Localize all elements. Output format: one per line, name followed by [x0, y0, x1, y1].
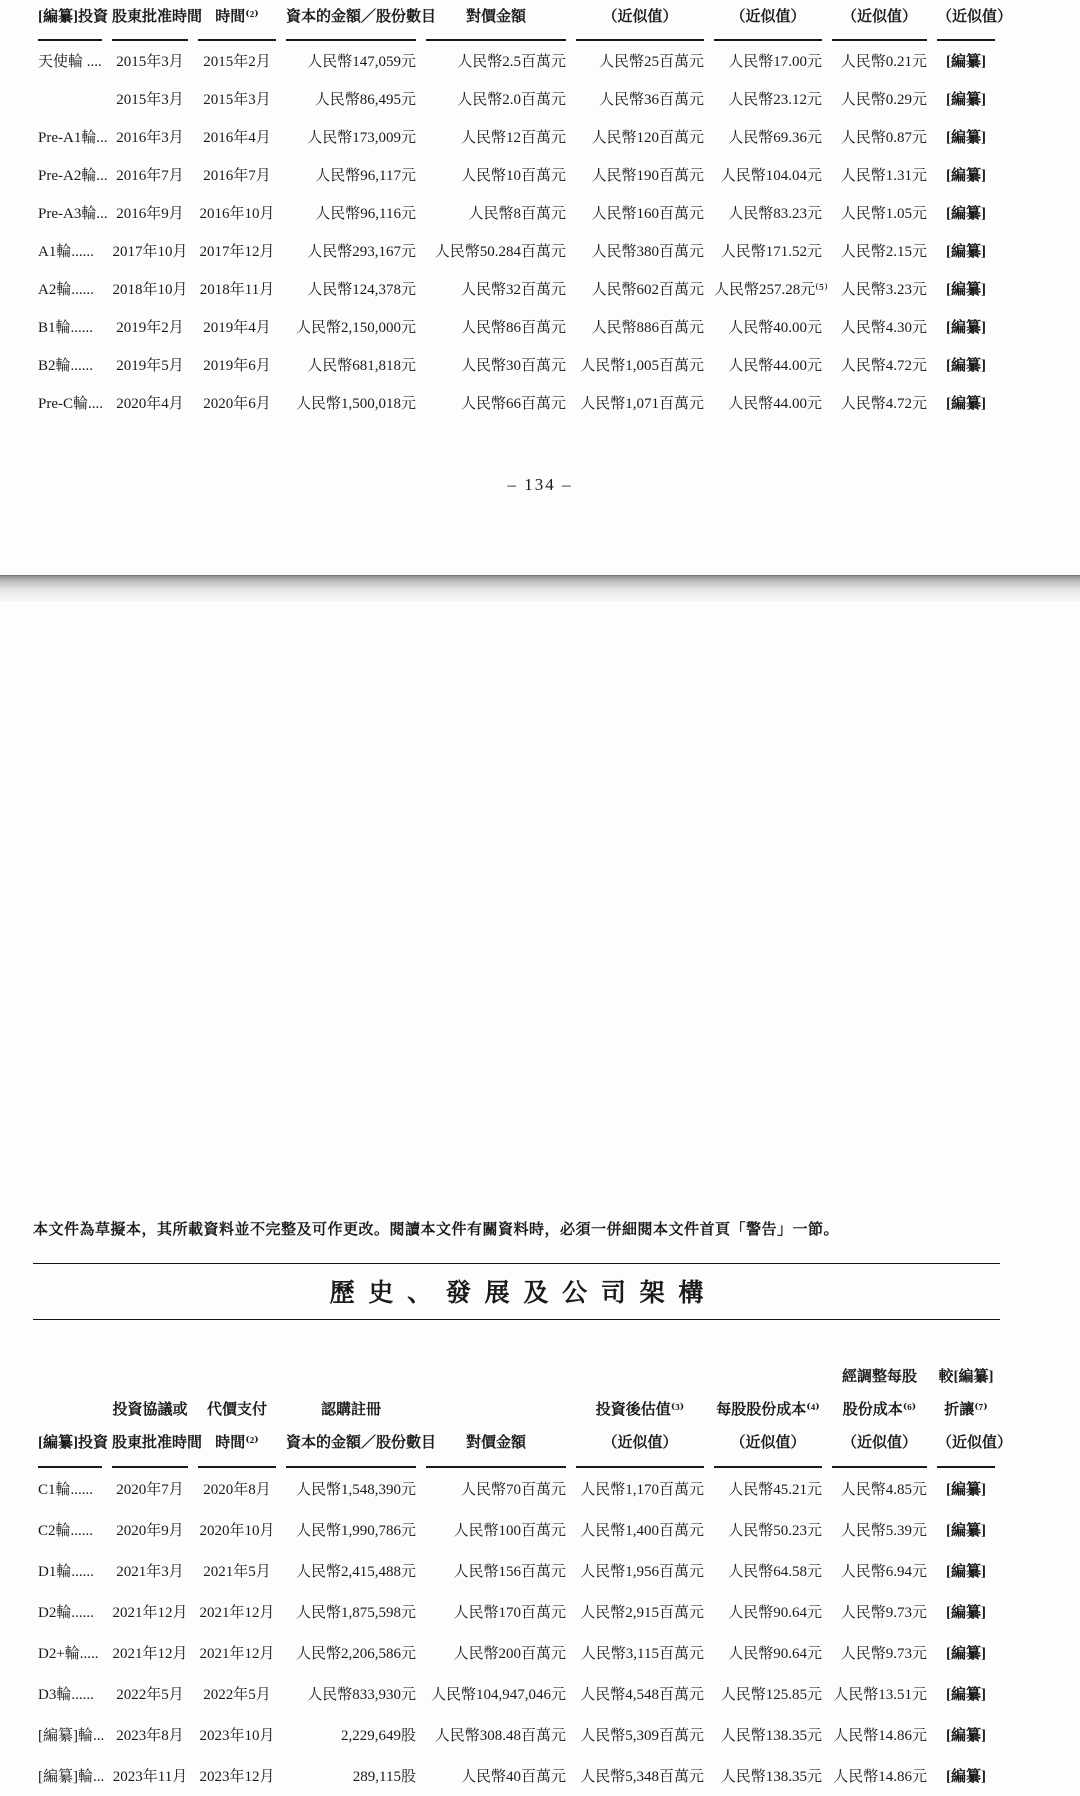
redacted-cell: [編纂]: [946, 1605, 986, 1621]
col-header-round: [編纂]投資: [38, 1361, 102, 1468]
post-valuation-cell: 人民幣1,400百萬元: [580, 1523, 704, 1539]
consideration-cell: 人民幣8百萬元: [468, 205, 566, 222]
col-header-approval-time: 股東批准時間: [112, 2, 188, 41]
approval-time-cell: 2015年3月: [116, 53, 184, 70]
cost-per-share-cell: 人民幣125.85元: [720, 1687, 822, 1703]
adjusted-cost-cell: 人民幣13.51元: [833, 1687, 927, 1703]
payment-time-cell: 2020年10月: [199, 1523, 275, 1539]
post-valuation-cell: 人民幣1,956百萬元: [580, 1564, 704, 1580]
round-label-cell: A2輪......: [38, 281, 94, 298]
section-title-block: [33, 1263, 1000, 1320]
col-header-payment-time: 代價支付 時間⁽²⁾: [198, 1361, 276, 1468]
post-valuation-cell: 人民幣380百萬元: [591, 243, 704, 260]
approval-time-cell: 2021年12月: [112, 1605, 188, 1621]
consideration-cell: 人民幣12百萬元: [460, 129, 566, 146]
redacted-cell: [編纂]: [946, 1728, 986, 1744]
col-header-consideration: 對價金額: [426, 1361, 566, 1468]
post-valuation-cell: 人民幣3,115百萬元: [580, 1646, 704, 1662]
consideration-cell: 人民幣2.0百萬元: [457, 91, 566, 108]
approval-time-cell: 2019年5月: [116, 357, 184, 374]
adjusted-cost-cell: 人民幣0.21元: [840, 53, 927, 70]
payment-time-cell: 2015年2月: [203, 53, 271, 70]
round-label-cell: D2+輪.....: [38, 1646, 99, 1662]
cost-per-share-cell: 人民幣23.12元: [728, 91, 822, 108]
consideration-cell: 人民幣200百萬元: [453, 1646, 566, 1662]
consideration-cell: 人民幣308.48百萬元: [434, 1728, 566, 1744]
approval-time-cell: 2016年9月: [116, 205, 184, 222]
post-valuation-cell: 人民幣190百萬元: [591, 167, 704, 184]
table-row: [33, 117, 1000, 155]
capital-shares-cell: 人民幣833,930元: [307, 1687, 416, 1703]
cost-per-share-cell: 人民幣17.00元: [728, 53, 822, 70]
table-row: [33, 155, 1000, 193]
approval-time-cell: 2018年10月: [112, 281, 188, 298]
table-row: [33, 1591, 1000, 1632]
redacted-cell: [編纂]: [946, 205, 986, 222]
consideration-cell: 人民幣100百萬元: [453, 1523, 566, 1539]
table1-header: [33, 2, 1013, 41]
round-label-cell: 天使輪 ....: [38, 53, 102, 70]
table-row: [33, 345, 1000, 383]
cost-per-share-cell: 人民幣257.28元⁽⁵⁾: [714, 281, 828, 298]
round-label-cell: [編纂]輪...: [38, 1769, 105, 1785]
redacted-cell: [編纂]: [946, 53, 986, 70]
payment-time-cell: 2016年4月: [203, 129, 271, 146]
consideration-cell: 人民幣40百萬元: [460, 1769, 566, 1785]
payment-time-cell: 2021年12月: [199, 1646, 275, 1662]
cost-per-share-cell: 人民幣69.36元: [728, 129, 822, 146]
col-header-adjusted-cost-approx: （近似值）: [832, 2, 927, 41]
page-134: [0, 0, 1080, 575]
round-label-cell: D1輪......: [38, 1564, 94, 1580]
capital-shares-cell: 2,229,649股: [340, 1728, 416, 1744]
payment-time-cell: 2017年12月: [199, 243, 275, 260]
table2-body: [33, 1468, 1000, 1796]
col-header-capital-shares: 資本的金額／股份數目: [286, 2, 416, 41]
approval-time-cell: 2022年5月: [116, 1687, 184, 1703]
post-valuation-cell: 人民幣1,170百萬元: [580, 1482, 704, 1498]
redacted-cell: [編纂]: [946, 395, 986, 412]
round-label-cell: [編纂]輪...: [38, 1728, 105, 1744]
approval-time-cell: 2020年7月: [116, 1482, 184, 1498]
post-valuation-cell: 人民幣5,348百萬元: [580, 1769, 704, 1785]
draft-warning-text: 本文件為草擬本，其所載資料並不完整及可作更改。閱讀本文件有關資料時，必須一併細閱本文件首頁「警告」一節。: [33, 1222, 840, 1238]
payment-time-cell: 2020年8月: [203, 1482, 271, 1498]
post-valuation-cell: 人民幣36百萬元: [598, 91, 704, 108]
cost-per-share-cell: 人民幣44.00元: [728, 357, 822, 374]
post-valuation-cell: 人民幣2,915百萬元: [580, 1605, 704, 1621]
consideration-cell: 人民幣104,947,046元: [430, 1687, 566, 1703]
redacted-cell: [編纂]: [946, 129, 986, 146]
col-header-cost-per-share-approx: （近似值）: [714, 2, 822, 41]
capital-shares-cell: 人民幣2,150,000元: [295, 319, 416, 336]
capital-shares-cell: 人民幣1,500,018元: [295, 395, 416, 412]
capital-shares-cell: 人民幣681,818元: [307, 357, 416, 374]
cost-per-share-cell: 人民幣83.23元: [728, 205, 822, 222]
payment-time-cell: 2020年6月: [203, 395, 271, 412]
post-valuation-cell: 人民幣602百萬元: [591, 281, 704, 298]
redacted-cell: [編纂]: [946, 357, 986, 374]
table-row: [33, 1468, 1000, 1509]
adjusted-cost-cell: 人民幣1.31元: [840, 167, 927, 184]
round-label-cell: C1輪......: [38, 1482, 94, 1498]
col-header-discount-approx: （近似值）: [937, 2, 995, 41]
post-valuation-cell: 人民幣1,005百萬元: [580, 357, 704, 374]
page-135: [0, 601, 1080, 1785]
cost-per-share-cell: 人民幣44.00元: [728, 395, 822, 412]
round-label-cell: Pre-C輪....: [38, 395, 103, 412]
payment-time-cell: 2023年10月: [199, 1728, 275, 1744]
table1-body: [33, 41, 1000, 421]
col-header-consideration: 對價金額: [426, 2, 566, 41]
adjusted-cost-cell: 人民幣2.15元: [840, 243, 927, 260]
cost-per-share-cell: 人民幣138.35元: [720, 1728, 822, 1744]
capital-shares-cell: 人民幣2,415,488元: [295, 1564, 416, 1580]
adjusted-cost-cell: 人民幣14.86元: [833, 1769, 927, 1785]
approval-time-cell: 2020年9月: [116, 1523, 184, 1539]
approval-time-cell: 2021年3月: [116, 1564, 184, 1580]
col-header-discount: 較[編纂] 折讓⁽⁷⁾ （近似值）: [937, 1361, 995, 1468]
col-header-post-valuation: 投資後估值⁽³⁾ （近似值）: [576, 1361, 704, 1468]
payment-time-cell: 2015年3月: [203, 91, 271, 108]
capital-shares-cell: 人民幣2,206,586元: [295, 1646, 416, 1662]
round-label-cell: A1輪......: [38, 243, 94, 260]
round-label-cell: D2輪......: [38, 1605, 94, 1621]
redacted-cell: [編纂]: [946, 1646, 986, 1662]
adjusted-cost-cell: 人民幣0.87元: [840, 129, 927, 146]
round-label-cell: Pre-A3輪...: [38, 205, 108, 222]
capital-shares-cell: 人民幣96,116元: [315, 205, 416, 222]
cost-per-share-cell: 人民幣50.23元: [728, 1523, 822, 1539]
table1-header-row: [33, 2, 1000, 41]
payment-time-cell: 2021年12月: [199, 1605, 275, 1621]
table-row: [33, 269, 1000, 307]
col-header-capital-shares: 認購註冊 資本的金額／股份數目: [286, 1361, 416, 1468]
round-label-cell: C2輪......: [38, 1523, 94, 1539]
approval-time-cell: 2016年3月: [116, 129, 184, 146]
approval-time-cell: 2020年4月: [116, 395, 184, 412]
payment-time-cell: 2018年11月: [199, 281, 275, 298]
capital-shares-cell: 289,115股: [352, 1769, 416, 1785]
payment-time-cell: 2023年12月: [199, 1769, 275, 1785]
cost-per-share-cell: 人民幣90.64元: [728, 1646, 822, 1662]
col-header-cost-per-share: 每股股份成本⁽⁴⁾ （近似值）: [714, 1361, 822, 1468]
cost-per-share-cell: 人民幣40.00元: [728, 319, 822, 336]
consideration-cell: 人民幣86百萬元: [460, 319, 566, 336]
investment-rounds-table-1: [33, 2, 1013, 421]
redacted-cell: [編纂]: [946, 91, 986, 108]
payment-time-cell: 2022年5月: [203, 1687, 271, 1703]
table-row: [33, 307, 1000, 345]
redacted-cell: [編纂]: [946, 243, 986, 260]
page-break-divider: [0, 575, 1080, 601]
col-header-payment-time: 時間⁽²⁾: [198, 2, 276, 41]
cost-per-share-cell: 人民幣138.35元: [720, 1769, 822, 1785]
capital-shares-cell: 人民幣293,167元: [307, 243, 416, 260]
col-header-round: [編纂]投資: [38, 2, 102, 41]
adjusted-cost-cell: 人民幣9.73元: [840, 1646, 927, 1662]
post-valuation-cell: 人民幣160百萬元: [591, 205, 704, 222]
round-label-cell: B2輪......: [38, 357, 94, 374]
capital-shares-cell: 人民幣1,548,390元: [295, 1482, 416, 1498]
consideration-cell: 人民幣66百萬元: [460, 395, 566, 412]
capital-shares-cell: 人民幣124,378元: [307, 281, 416, 298]
table-row: [33, 231, 1000, 269]
round-label-cell: B1輪......: [38, 319, 94, 336]
consideration-cell: 人民幣10百萬元: [460, 167, 566, 184]
payment-time-cell: 2016年10月: [199, 205, 275, 222]
post-valuation-cell: 人民幣5,309百萬元: [580, 1728, 704, 1744]
capital-shares-cell: 人民幣86,495元: [314, 91, 416, 108]
table-row: [33, 1550, 1000, 1591]
approval-time-cell: 2015年3月: [116, 91, 184, 108]
table-row: [33, 1632, 1000, 1673]
approval-time-cell: 2019年2月: [116, 319, 184, 336]
adjusted-cost-cell: 人民幣1.05元: [840, 205, 927, 222]
adjusted-cost-cell: 人民幣4.85元: [840, 1482, 927, 1498]
approval-time-cell: 2016年7月: [116, 167, 184, 184]
col-header-adjusted-cost: 經調整每股 股份成本⁽⁶⁾ （近似值）: [832, 1361, 927, 1468]
adjusted-cost-cell: 人民幣4.72元: [840, 357, 927, 374]
consideration-cell: 人民幣170百萬元: [453, 1605, 566, 1621]
post-valuation-cell: 人民幣120百萬元: [591, 129, 704, 146]
post-valuation-cell: 人民幣25百萬元: [598, 53, 704, 70]
page-number: – 134 –: [507, 475, 573, 494]
redacted-cell: [編纂]: [946, 319, 986, 336]
approval-time-cell: 2021年12月: [112, 1646, 188, 1662]
round-label-cell: D3輪......: [38, 1687, 94, 1703]
post-valuation-cell: 人民幣4,548百萬元: [580, 1687, 704, 1703]
table-row: [33, 1714, 1000, 1755]
investment-rounds-table-2: [33, 1361, 1013, 1796]
adjusted-cost-cell: 人民幣0.29元: [840, 91, 927, 108]
payment-time-cell: 2019年4月: [203, 319, 271, 336]
capital-shares-cell: 人民幣1,990,786元: [295, 1523, 416, 1539]
redacted-cell: [編纂]: [946, 1769, 986, 1785]
table2-header: [33, 1361, 1013, 1468]
table-row: [33, 41, 1000, 79]
col-header-post-valuation-approx: （近似值）: [576, 2, 704, 41]
approval-time-cell: 2017年10月: [112, 243, 188, 260]
post-valuation-cell: 人民幣1,071百萬元: [580, 395, 704, 412]
approval-time-cell: 2023年8月: [116, 1728, 184, 1744]
cost-per-share-cell: 人民幣104.04元: [720, 167, 822, 184]
consideration-cell: 人民幣50.284百萬元: [434, 243, 566, 260]
cost-per-share-cell: 人民幣90.64元: [728, 1605, 822, 1621]
consideration-cell: 人民幣70百萬元: [460, 1482, 566, 1498]
post-valuation-cell: 人民幣886百萬元: [591, 319, 704, 336]
capital-shares-cell: 人民幣173,009元: [307, 129, 416, 146]
capital-shares-cell: 人民幣1,875,598元: [295, 1605, 416, 1621]
redacted-cell: [編纂]: [946, 281, 986, 298]
redacted-cell: [編纂]: [946, 1482, 986, 1498]
table-row: [33, 79, 1000, 117]
redacted-cell: [編纂]: [946, 1687, 986, 1703]
adjusted-cost-cell: 人民幣4.30元: [840, 319, 927, 336]
cost-per-share-cell: 人民幣171.52元: [720, 243, 822, 260]
cost-per-share-cell: 人民幣64.58元: [728, 1564, 822, 1580]
adjusted-cost-cell: 人民幣3.23元: [840, 281, 927, 298]
approval-time-cell: 2023年11月: [112, 1769, 188, 1785]
payment-time-cell: 2021年5月: [203, 1564, 271, 1580]
redacted-cell: [編纂]: [946, 1564, 986, 1580]
consideration-cell: 人民幣30百萬元: [460, 357, 566, 374]
redacted-cell: [編纂]: [946, 1523, 986, 1539]
table-row: [33, 1673, 1000, 1714]
table-row: [33, 193, 1000, 231]
adjusted-cost-cell: 人民幣14.86元: [833, 1728, 927, 1744]
round-label-cell: Pre-A1輪...: [38, 129, 108, 146]
consideration-cell: 人民幣2.5百萬元: [457, 53, 566, 70]
table-row: [33, 383, 1000, 421]
payment-time-cell: 2019年6月: [203, 357, 271, 374]
consideration-cell: 人民幣32百萬元: [460, 281, 566, 298]
capital-shares-cell: 人民幣96,117元: [315, 167, 416, 184]
round-label-cell: [33, 79, 107, 117]
payment-time-cell: 2016年7月: [203, 167, 271, 184]
table-row: [33, 1509, 1000, 1550]
redacted-cell: [編纂]: [946, 167, 986, 184]
consideration-cell: 人民幣156百萬元: [453, 1564, 566, 1580]
col-header-approval-time: 投資協議或 股東批准時間: [112, 1361, 188, 1468]
table2-header-row: [33, 1361, 1000, 1468]
table-row: [33, 1755, 1000, 1796]
capital-shares-cell: 人民幣147,059元: [307, 53, 416, 70]
cost-per-share-cell: 人民幣45.21元: [728, 1482, 822, 1498]
adjusted-cost-cell: 人民幣6.94元: [840, 1564, 927, 1580]
adjusted-cost-cell: 人民幣9.73元: [840, 1605, 927, 1621]
adjusted-cost-cell: 人民幣4.72元: [840, 395, 927, 412]
round-label-cell: Pre-A2輪...: [38, 167, 108, 184]
adjusted-cost-cell: 人民幣5.39元: [840, 1523, 927, 1539]
section-title: 歷史、發展及公司架構: [329, 1280, 718, 1307]
